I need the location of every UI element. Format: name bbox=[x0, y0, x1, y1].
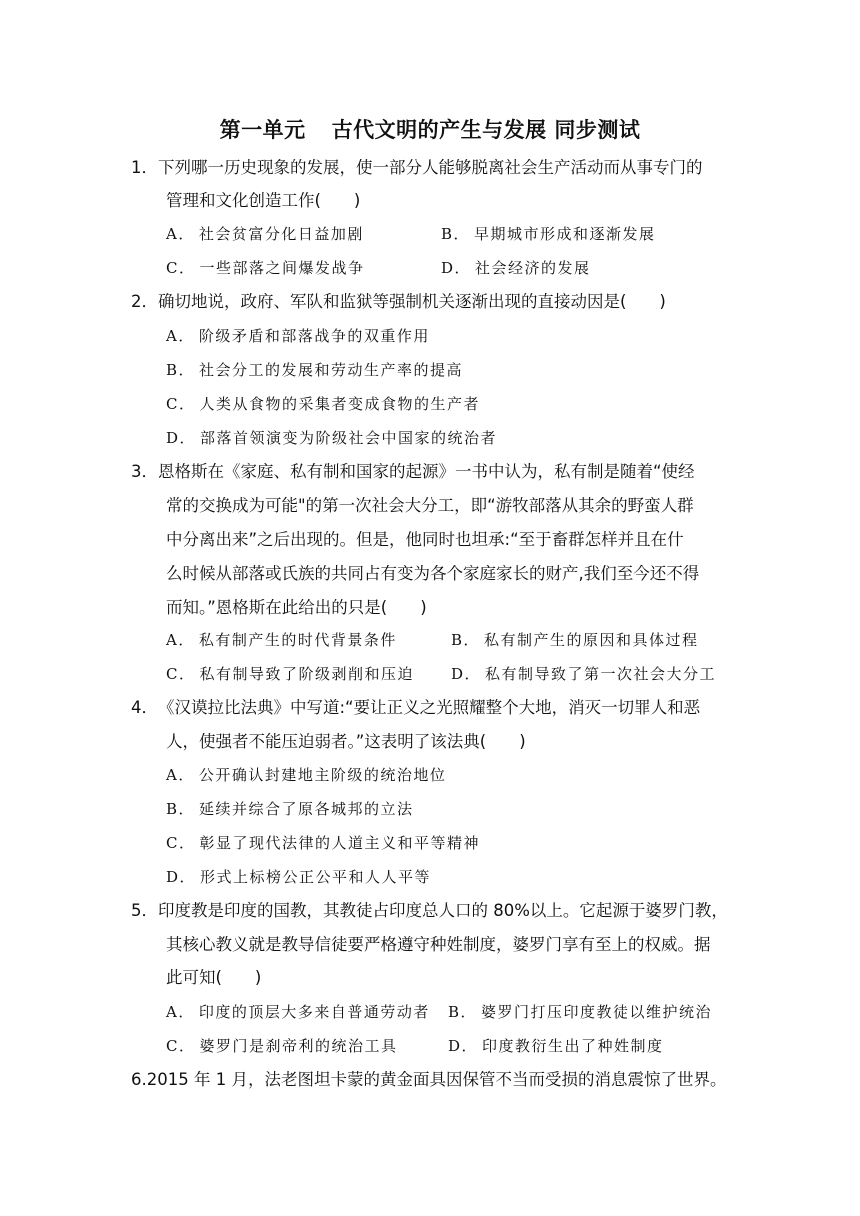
question-5-option-c: C． 婆罗门是刹帝利的统治工具 bbox=[166, 1037, 398, 1055]
question-4-option-b: B． 延续并综合了原各城邦的立法 bbox=[166, 800, 414, 818]
question-number: 5． bbox=[131, 901, 158, 920]
question-2-option-c: C． 人类从食物的采集者变成食物的生产者 bbox=[166, 395, 480, 413]
question-4-option-c: C． 彰显了现代法律的人道主义和平等精神 bbox=[166, 834, 480, 852]
stem-text: 印度教是印度的国教，其教徒占印度总人口的 80%以上。它起源于婆罗门教， bbox=[158, 901, 728, 920]
stem-text: 下列哪一历史现象的发展，使一部分人能够脱离社会生产活动而从事专门的 bbox=[158, 158, 703, 177]
question-5-stem-line-3: 此可知( ) bbox=[166, 968, 262, 987]
title-topic: 古代文明的产生与发展 同步测试 bbox=[331, 118, 641, 142]
question-1-option-a: A． 社会贫富分化日益加剧 bbox=[166, 225, 364, 243]
question-number: 3． bbox=[131, 462, 158, 481]
question-3-option-c: C． 私有制导致了阶级剥削和压迫 bbox=[166, 665, 414, 683]
title-unit: 第一单元 bbox=[219, 118, 306, 142]
question-5-option-a: A． 印度的顶层大多来自普通劳动者 bbox=[166, 1003, 430, 1021]
question-1-stem-line-2: 管理和文化创造工作( ) bbox=[166, 191, 361, 210]
question-2-option-b: B． 社会分工的发展和劳动生产率的提高 bbox=[166, 361, 464, 379]
question-3-option-d: D． 私有制导致了第一次社会大分工 bbox=[451, 665, 717, 683]
question-3-stem-line-3: 中分离出来”之后出现的。但是，他同时也坦承:“至于畜群怎样并且在什 bbox=[166, 530, 684, 549]
question-5-stem-line-2: 其核心教义就是教导信徒要严格遵守种姓制度，婆罗门享有至上的权威。据 bbox=[166, 935, 711, 954]
question-3-stem-line-5: 而知。”恩格斯在此给出的只是( ) bbox=[166, 598, 427, 617]
question-4-option-d: D． 形式上标榜公正公平和人人平等 bbox=[166, 868, 432, 886]
question-2-stem-line-1 bbox=[131, 291, 666, 313]
question-3-stem-line-4: 么时候从部落或氏族的共同占有变为各个家庭家长的财产,我们至今还不得 bbox=[166, 564, 700, 583]
question-number: 2． bbox=[131, 292, 158, 311]
question-5-option-b: B． 婆罗门打压印度教徒以维护统治 bbox=[448, 1003, 713, 1021]
question-5-option-d: D． 印度教衍生出了种姓制度 bbox=[448, 1037, 664, 1055]
document-title bbox=[0, 114, 860, 144]
question-6-stem-line-1 bbox=[131, 1069, 726, 1091]
stem-text: 2015 年 1 月，法老图坦卡蒙的黄金面具因保管不当而受损的消息震惊了世界。 bbox=[146, 1070, 727, 1089]
question-number: 6. bbox=[131, 1070, 147, 1089]
question-number: 4． bbox=[131, 698, 158, 717]
question-4-stem-line-2: 人，使强者不能压迫弱者。”这表明了该法典( ) bbox=[166, 732, 526, 751]
question-4-option-a: A． 公开确认封建地主阶级的统治地位 bbox=[166, 766, 447, 784]
question-3-option-b: B． 私有制产生的原因和具体过程 bbox=[451, 631, 699, 649]
question-3-stem-line-1 bbox=[131, 461, 695, 483]
question-number: 1． bbox=[131, 158, 158, 177]
question-4-stem-line-1 bbox=[131, 697, 700, 719]
question-1-option-b: B． 早期城市形成和逐渐发展 bbox=[441, 225, 656, 243]
question-2-option-a: A． 阶级矛盾和部落战争的双重作用 bbox=[166, 327, 430, 345]
question-3-option-a: A． 私有制产生的时代背景条件 bbox=[166, 631, 397, 649]
question-3-stem-line-2: 常的交换成为可能"的第一次社会大分工，即“游牧部落从其余的野蛮人群 bbox=[166, 496, 694, 515]
question-1-option-d: D． 社会经济的发展 bbox=[441, 259, 591, 277]
stem-text: 确切地说，政府、军队和监狱等强制机关逐渐出现的直接动因是( ) bbox=[158, 292, 666, 311]
question-2-option-d: D． 部落首领演变为阶级社会中国家的统治者 bbox=[166, 429, 498, 447]
stem-text: 《汉谟拉比法典》中写道:“要让正义之光照耀整个大地，消灭一切罪人和恶 bbox=[158, 698, 701, 717]
question-1-stem-line-1 bbox=[131, 157, 716, 179]
question-5-stem-line-1 bbox=[131, 900, 728, 922]
question-1-option-c: C． 一些部落之间爆发战争 bbox=[166, 259, 365, 277]
stem-text: 恩格斯在《家庭、私有制和国家的起源》一书中认为，私有制是随着“使经 bbox=[158, 462, 695, 481]
